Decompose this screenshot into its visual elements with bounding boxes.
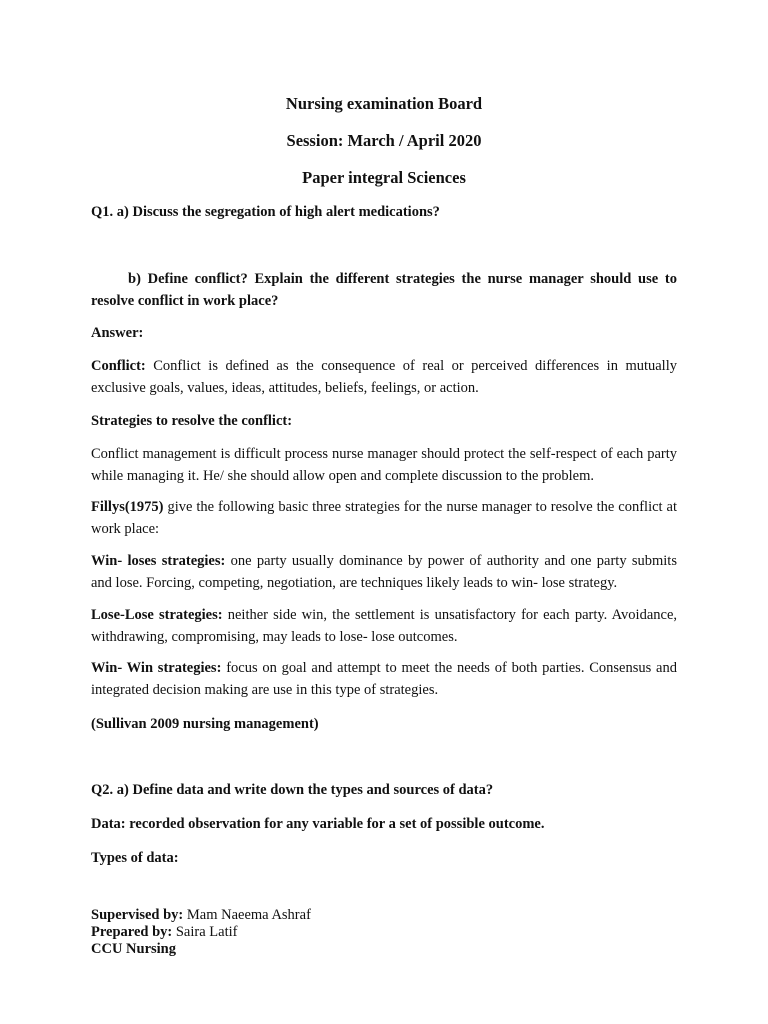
- types-of-data-label: Types of data:: [91, 850, 179, 866]
- win-win-label: Win- Win strategies:: [91, 660, 222, 676]
- win-lose-label: Win- loses strategies:: [91, 553, 226, 569]
- win-win-paragraph: [91, 658, 677, 701]
- fillys-label: Fillys(1975): [91, 499, 164, 515]
- reference-citation: (Sullivan 2009 nursing management): [91, 716, 319, 732]
- win-lose-paragraph: [91, 551, 677, 594]
- data-definition: Data: recorded observation for any variable for a set of possible outcome.: [91, 816, 545, 832]
- conflict-text: Conflict is defined as the consequence of real or perceived differences in mutually exclusive goals, values, ideas, attitudes, beliefs, feelings, or action.: [91, 358, 677, 396]
- fillys-paragraph: [91, 497, 677, 540]
- management-paragraph: Conflict management is difficult process nurse manager should protect the self-respect of each party while managing it. He/ she should allow open and complete discussion to the problem.: [91, 446, 677, 484]
- supervised-by-line: [91, 907, 311, 924]
- conflict-label: Conflict:: [91, 358, 146, 374]
- lose-lose-text: neither side win, the settlement is unsatisfactory for each party. Avoidance, withdrawing, compromising, may leads to lose- lose outcomes.: [91, 607, 677, 645]
- win-lose-text: one party usually dominance by power of authority and one party submits and lose. Forcing, competing, negotiation, are techniques likely leads to win- lose strategy.: [91, 553, 677, 591]
- answer-label: Answer:: [91, 325, 144, 341]
- lose-lose-paragraph: [91, 605, 677, 648]
- session-title: Session: March / April 2020: [286, 131, 482, 150]
- lose-lose-label: Lose-Lose strategies:: [91, 607, 223, 623]
- conflict-definition: [91, 356, 677, 399]
- board-title: Nursing examination Board: [285, 94, 483, 113]
- win-win-text: focus on goal and attempt to meet the needs of both parties. Consensus and integrated decision making are use in this type of strategies.: [91, 660, 677, 698]
- q1b-question: b) Define conflict? Explain the different strategies the nurse manager should use to resolve conflict in work place?: [91, 271, 677, 309]
- prepared-label: Prepared by:: [91, 924, 173, 940]
- department-line: CCU Nursing: [91, 941, 176, 957]
- prepared-name: Saira Latif: [172, 924, 238, 940]
- fillys-text: give the following basic three strategies for the nurse manager to resolve the conflict at work place:: [91, 499, 677, 537]
- prepared-by-line: [91, 924, 237, 941]
- paper-title: Paper integral Sciences: [302, 168, 466, 187]
- supervised-label: Supervised by:: [91, 907, 184, 923]
- supervised-name: Mam Naeema Ashraf: [183, 907, 311, 923]
- strategies-heading: Strategies to resolve the conflict:: [91, 413, 293, 429]
- q2a-question: Q2. a) Define data and write down the types and sources of data?: [91, 782, 494, 798]
- q1a-question: Q1. a) Discuss the segregation of high alert medications?: [91, 204, 440, 220]
